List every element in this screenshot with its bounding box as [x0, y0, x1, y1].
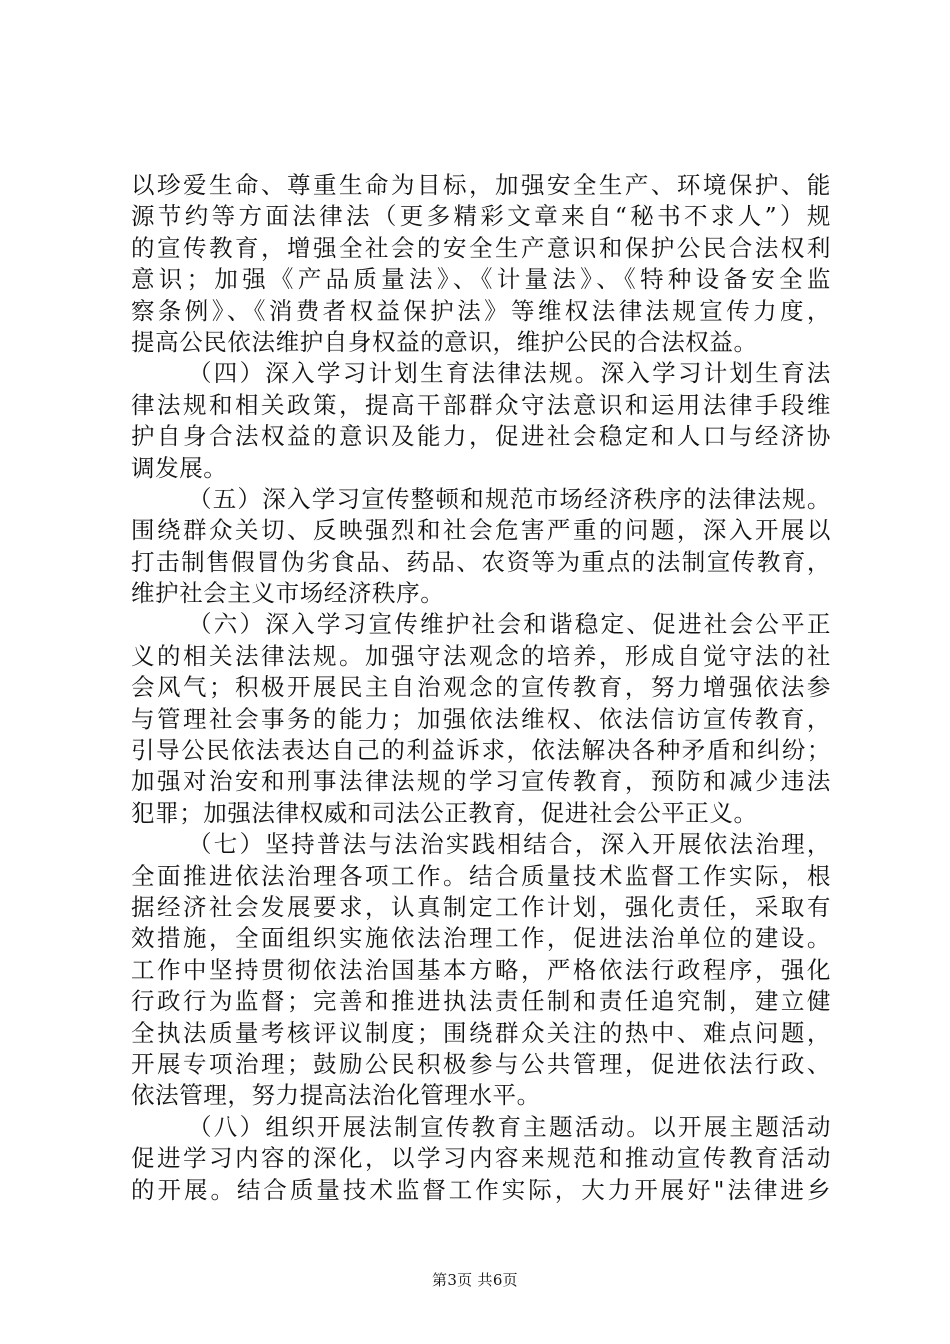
text-line: 全面推进依法治理各项工作。结合质量技术监督工作实际，根	[131, 861, 831, 890]
text-line: 律法规和相关政策，提高干部群众守法意识和运用法律手段维	[131, 390, 831, 419]
text-line: 犯罪；加强法律权威和司法公正教育，促进社会公平正义。	[131, 798, 758, 827]
text-line: 的开展。结合质量技术监督工作实际，大力开展好"法律进乡	[131, 1175, 831, 1204]
text-line: 与管理社会事务的能力；加强依法维权、依法信访宣传教育，	[131, 704, 831, 733]
text-line: 效措施，全面组织实施依法治理工作，促进法治单位的建设。	[131, 924, 831, 953]
text-line: 源节约等方面法律法（更多精彩文章来自“秘书不求人”）规	[131, 202, 831, 231]
text-line: 维护社会主义市场经济秩序。	[131, 579, 445, 608]
text-line: 全执法质量考核评议制度；围绕群众关注的热中、难点问题，	[131, 1018, 831, 1047]
text-line: （四）深入学习计划生育法律法规。深入学习计划生育法	[188, 359, 831, 388]
text-line: （八）组织开展法制宣传教育主题活动。以开展主题活动	[188, 1112, 831, 1141]
text-line: 意识；加强《产品质量法》、《计量法》、《特种设备安全监	[131, 265, 831, 294]
text-line: 调发展。	[131, 453, 228, 482]
text-line: 据经济社会发展要求，认真制定工作计划，强化责任，采取有	[131, 892, 831, 921]
document-body	[131, 170, 831, 1206]
text-line: 加强对治安和刑事法律法规的学习宣传教育，预防和减少违法	[131, 767, 831, 796]
text-line: 提高公民依法维护自身权益的意识，维护公民的合法权益。	[131, 327, 758, 356]
text-line: （六）深入学习宣传维护社会和谐稳定、促进社会公平正	[188, 610, 831, 639]
text-line: 以珍爱生命、尊重生命为目标，加强安全生产、环境保护、能	[131, 171, 831, 199]
page-footer: 第3页 共6页	[432, 1271, 518, 1289]
text-line: （五）深入学习宣传整顿和规范市场经济秩序的法律法规。	[188, 484, 831, 513]
text-line: 护自身合法权益的意识及能力，促进社会稳定和人口与经济协	[131, 422, 831, 451]
text-line: 行政行为监督；完善和推进执法责任制和责任追究制，建立健	[131, 987, 831, 1016]
text-line: 工作中坚持贯彻依法治国基本方略，严格依法行政程序，强化	[131, 955, 831, 984]
text-line: 引导公民依法表达自己的利益诉求，依法解决各种矛盾和纠纷；	[131, 736, 831, 765]
text-line: 打击制售假冒伪劣食品、药品、农资等为重点的法制宣传教育，	[131, 547, 831, 576]
text-line: 依法管理，努力提高法治化管理水平。	[131, 1081, 541, 1110]
text-line: 的宣传教育，增强全社会的安全生产意识和保护公民合法权利	[131, 233, 831, 262]
text-line: 促进学习内容的深化，以学习内容来规范和推动宣传教育活动	[131, 1144, 831, 1173]
text-line: 围绕群众关切、反映强烈和社会危害严重的问题，深入开展以	[131, 516, 831, 545]
text-line: 察条例》、《消费者权益保护法》等维权法律法规宣传力度，	[131, 296, 831, 325]
text-line: 义的相关法律法规。加强守法观念的培养，形成自觉守法的社	[131, 641, 831, 670]
text-line: 开展专项治理；鼓励公民积极参与公共管理，促进依法行政、	[131, 1049, 831, 1078]
text-line: （七）坚持普法与法治实践相结合，深入开展依法治理，	[188, 830, 831, 859]
text-line: 会风气；积极开展民主自治观念的宣传教育，努力增强依法参	[131, 673, 831, 702]
